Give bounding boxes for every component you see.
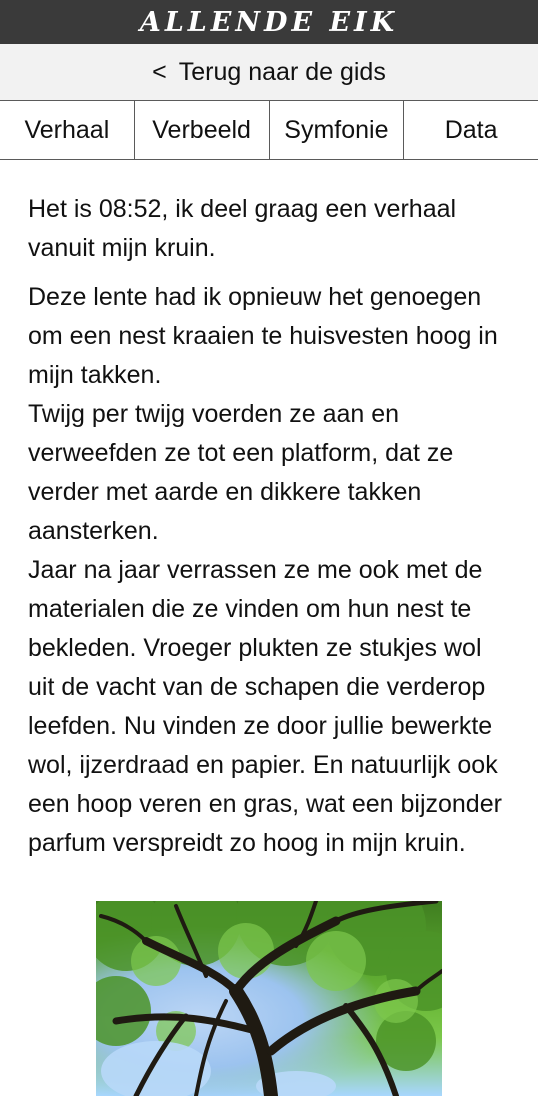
- tab-verhaal[interactable]: [0, 101, 135, 159]
- app-header: [0, 0, 538, 44]
- tree-branches-illustration: [96, 901, 442, 1096]
- tab-data[interactable]: [404, 101, 538, 159]
- story-intro: Het is 08:52, ik deel graag een verhaal vanuit mijn kruin.: [28, 195, 457, 262]
- tab-bar: [0, 101, 538, 160]
- back-to-guide-link[interactable]: [0, 44, 538, 101]
- tab-label: Symfonie: [284, 115, 389, 144]
- tree-canopy-image: [96, 901, 442, 1096]
- story-content: [0, 160, 538, 863]
- tab-verbeeld[interactable]: [135, 101, 270, 159]
- chevron-left-icon: <: [152, 57, 167, 86]
- tab-label: Data: [444, 115, 498, 144]
- tab-symfonie[interactable]: [270, 101, 405, 159]
- app-logo: ALLENDE EIK: [139, 6, 399, 38]
- story-body: Deze lente had ik opnieuw het genoegen om een nest kraaien te huisvesten hoog in mijn takken. Twijg per twijg voerden ze aan en verweefden ze tot een platform, dat ze verder met aarde en dikkere takken aansterken. Jaar na jaar verrassen ze me ook met de materialen die ze vinden om hun nest te bekleden. Vroeger plukten ze stukjes wol uit de vacht van de schapen die verderop leefden. Nu vinden ze door jullie bewerkte wol, ijzerdraad en papier. En natuurlijk ook een hoop veren en gras, wat een bijzonder parfum verspreidt zo hoog in mijn kruin.: [28, 283, 502, 857]
- tab-label: Verhaal: [24, 115, 110, 144]
- tab-label: Verbeeld: [152, 115, 251, 144]
- back-label: Terug naar de gids: [178, 57, 386, 86]
